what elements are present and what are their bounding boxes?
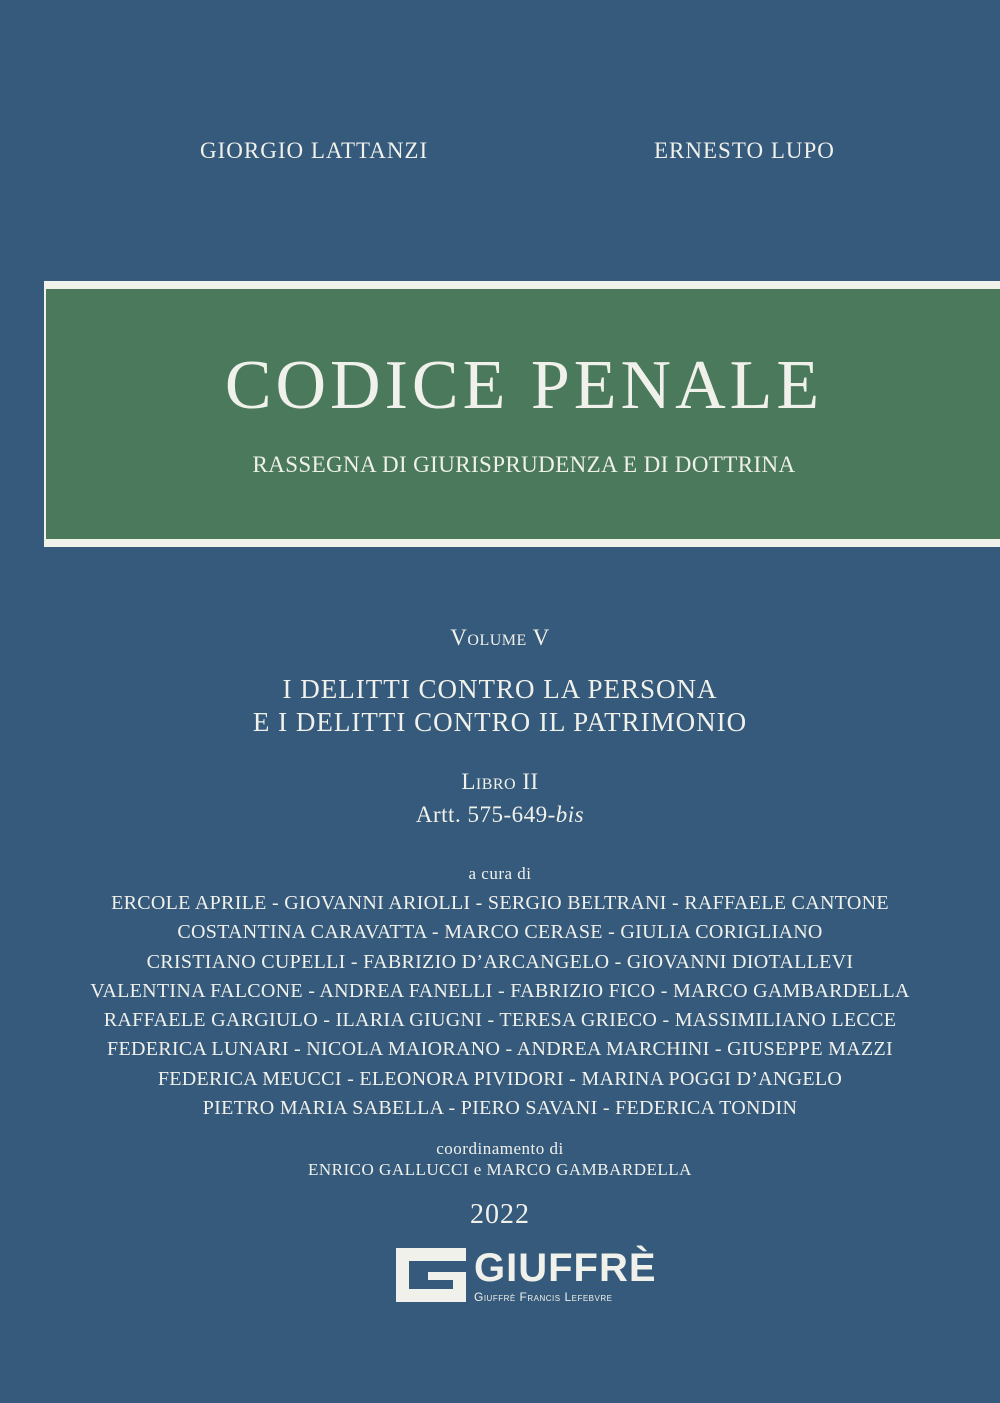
title-band [46,289,1000,539]
volume-label: Volume V [450,625,550,650]
curators-line: RAFFAELE GARGIULO - ILARIA GIUGNI - TERESA GRIECO - MASSIMILIANO LECCE [103,1009,897,1032]
articles-range [0,802,1000,828]
articles-suffix: bis [555,802,585,827]
book-subtitle: RASSEGNA DI GIURISPRUDENZA E DI DOTTRINA [252,452,796,477]
curators-line: FEDERICA MEUCCI - ELEONORA PIVIDORI - MARINA POGGI D’ANGELO [157,1067,843,1090]
coordination-names: ENRICO GALLUCCI e MARCO GAMBARDELLA [308,1160,692,1179]
publisher-logo [396,1248,656,1308]
author-left: GIORGIO LATTANZI [200,138,429,163]
authors [0,138,1000,168]
coordination-label: coordinamento di [436,1139,564,1158]
publisher-subline: Giuffrè Francis Lefebvre [474,1290,613,1304]
curators-line: VALENTINA FALCONE - ANDREA FANELLI - FABRIZIO FICO - MARCO GAMBARDELLA [90,979,910,1002]
articles-prefix: Artt. 575-649- [415,802,556,827]
section-title-line-1: I DELITTI CONTRO LA PERSONA [282,674,718,704]
curators-list [0,889,1000,1123]
publisher-name: GIUFFRÈ [474,1246,657,1290]
libro-label: Libro II [461,769,539,794]
title-band-border [44,281,1000,547]
section-title-line-2: E I DELITTI CONTRO IL PATRIMONIO [252,707,748,737]
curators-label: a cura di [468,864,532,883]
curators-line: FEDERICA LUNARI - NICOLA MAIORANO - ANDREA MARCHINI - GIUSEPPE MAZZI [107,1038,893,1061]
curators-line: CRISTIANO CUPELLI - FABRIZIO D’ARCANGELO - GIOVANNI DIOTALLEVI [146,950,854,973]
publication-year: 2022 [470,1199,530,1230]
book-title: CODICE PENALE [224,347,824,424]
curators-line: PIETRO MARIA SABELLA - PIERO SAVANI - FEDERICA TONDIN [202,1097,798,1120]
author-right: ERNESTO LUPO [654,138,835,163]
curators-line: ERCOLE APRILE - GIOVANNI ARIOLLI - SERGIO BELTRANI - RAFFAELE CANTONE [111,892,889,914]
curators-line: COSTANTINA CARAVATTA - MARCO CERASE - GIULIA CORIGLIANO [177,921,823,944]
giuffre-logo-icon [396,1248,466,1302]
